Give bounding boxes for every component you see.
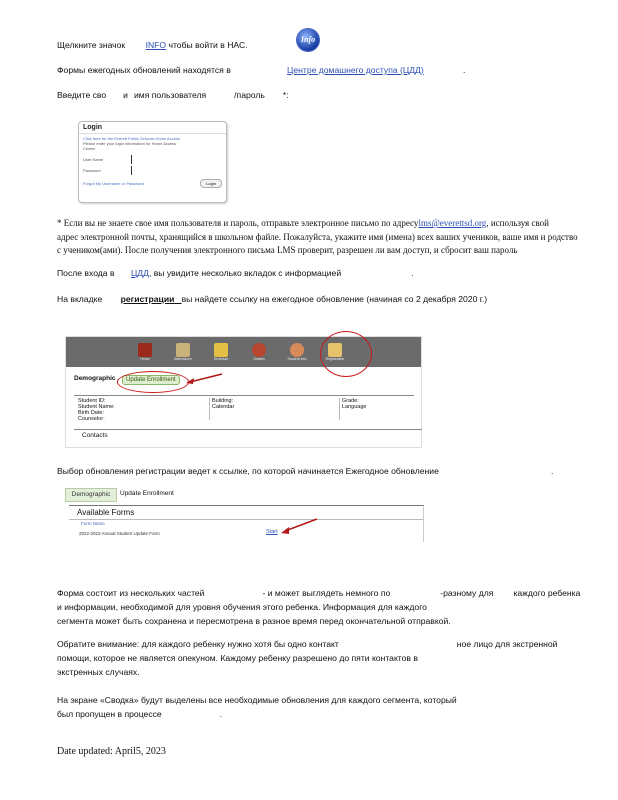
- nav-home[interactable]: Home: [131, 343, 159, 361]
- forms-tab-demographic[interactable]: Demographic: [65, 488, 117, 502]
- p6-end: .: [551, 466, 554, 476]
- tab-demographic[interactable]: Demographic: [74, 375, 116, 382]
- login-line2: Please enter your login information for Home Access: [83, 141, 177, 146]
- p4-text: После входа в ЦДД, вы увидите несколько вкладок с информацией .: [57, 268, 414, 278]
- nav-schedule[interactable]: Schedule: [207, 343, 235, 361]
- login-title: Login: [79, 122, 226, 134]
- login-line3: Center: [83, 146, 96, 151]
- password-field[interactable]: [131, 166, 132, 175]
- username-field[interactable]: [131, 155, 132, 164]
- p9-text: На экране «Сводка» будут выделены все необходимые обновления для каждого сегмента, который был пропущен в процессе .: [57, 695, 457, 719]
- p1-text: [57, 40, 248, 50]
- login-line1[interactable]: Click here for the Everett Public Schools Home Access: [83, 136, 180, 141]
- login-box: [78, 121, 227, 203]
- login-button[interactable]: Login: [200, 179, 222, 188]
- p7-text: Форма состоит из нескольких частей - и может выглядеть немного по -разному для каждого ребенка и информации, необходимой для уровня обучения этого ребенка. Информация для каждого сегмента может быть сохранена и пересмотрена в разное время перед окончательной отправкой.: [57, 588, 581, 626]
- forgot-link[interactable]: Forgot My Username or Password: [83, 181, 144, 186]
- lms-email-link[interactable]: lms@everettsd.org: [418, 218, 487, 228]
- highlight-circle-registration: [320, 331, 372, 377]
- p1-pre: Щелкните значок: [57, 40, 126, 50]
- highlight-ellipse-update: [117, 371, 189, 393]
- forms-tab-update-enrollment[interactable]: Update Enrollment: [120, 490, 174, 497]
- info-icon[interactable]: Info: [297, 29, 319, 51]
- registration-tab-name: регистрации: [120, 294, 175, 304]
- student-info-icon: [290, 343, 304, 357]
- nav-grades[interactable]: Grades: [245, 343, 273, 361]
- home-icon: [138, 343, 152, 357]
- p2-text: [57, 65, 231, 75]
- hac-link[interactable]: ЦДД: [130, 268, 149, 278]
- tab-update-enrollment[interactable]: Update Enrollment: [122, 375, 180, 385]
- date-updated: Date updated: April5, 2023: [57, 746, 166, 757]
- password-label: Password: [83, 168, 101, 173]
- student-info-table: Student ID: Student Name: Birth Date: Counselor: Building: Calendar Grade: Language: [74, 395, 414, 425]
- p1-post: чтобы войти в НАС.: [168, 40, 248, 50]
- schedule-icon: [214, 343, 228, 357]
- nav-attendance[interactable]: Attendance: [169, 343, 197, 361]
- nav-student-info[interactable]: Student Info: [283, 343, 311, 361]
- note-paragraph: * Если вы не знаете свое имя пользователя и пароль, отправьте электронное письмо по адресуlms@everettsd.org, используя свой адрес электронной почты, хранящийся в школьном файле. Пожалуйста, укажите имя (имена) всех ваших учеников, ваше имя и родство с учеником(ами). После получения электронного письма LMS проверит, разрешен ли вам доступ, и сбросит ваш пароль: [57, 218, 578, 255]
- grades-icon: [252, 343, 266, 357]
- p2-post: .: [463, 65, 466, 75]
- contacts-heading: Contacts: [74, 429, 422, 439]
- annual-update-form-row: 2022-2023 Annual Student Update Form: [79, 531, 160, 536]
- available-forms-heading: Available Forms: [77, 508, 135, 517]
- p3-text: Введите сво и имя пользователя /пароль *:: [57, 90, 289, 100]
- home-access-center-link[interactable]: Центре домашнего доступа (ЦДД): [287, 65, 424, 75]
- start-link[interactable]: Start: [266, 529, 278, 535]
- username-label: User Name: [83, 157, 104, 162]
- p6-text: Выбор обновления регистрации ведет к ссылке, по которой начинается Ежегодное обновление: [57, 466, 439, 476]
- p8-text: Обратите внимание: для каждого ребенку нужно хотя бы одно контакт ное лицо для экстренной помощи, которое не является опекуном. Каждому ребенку разрешено до пяти контактов в экстренных случаях.: [57, 639, 558, 677]
- nav-screenshot: [65, 336, 422, 448]
- p2-pre: Формы ежегодных обновлений находятся в: [57, 65, 231, 75]
- form-name-column: Form Name: [81, 521, 105, 526]
- arrow-icon: [184, 371, 224, 385]
- arrow-icon: [279, 516, 319, 536]
- info-link[interactable]: INFO: [145, 40, 167, 50]
- forms-screenshot: [65, 488, 425, 550]
- p5-text: На вкладке регистрации вы найдете ссылку на ежегодное обновление (начиная со 2 декабря 2020 г.): [57, 294, 488, 304]
- nav-registration[interactable]: Registration: [321, 343, 349, 361]
- attendance-icon: [176, 343, 190, 357]
